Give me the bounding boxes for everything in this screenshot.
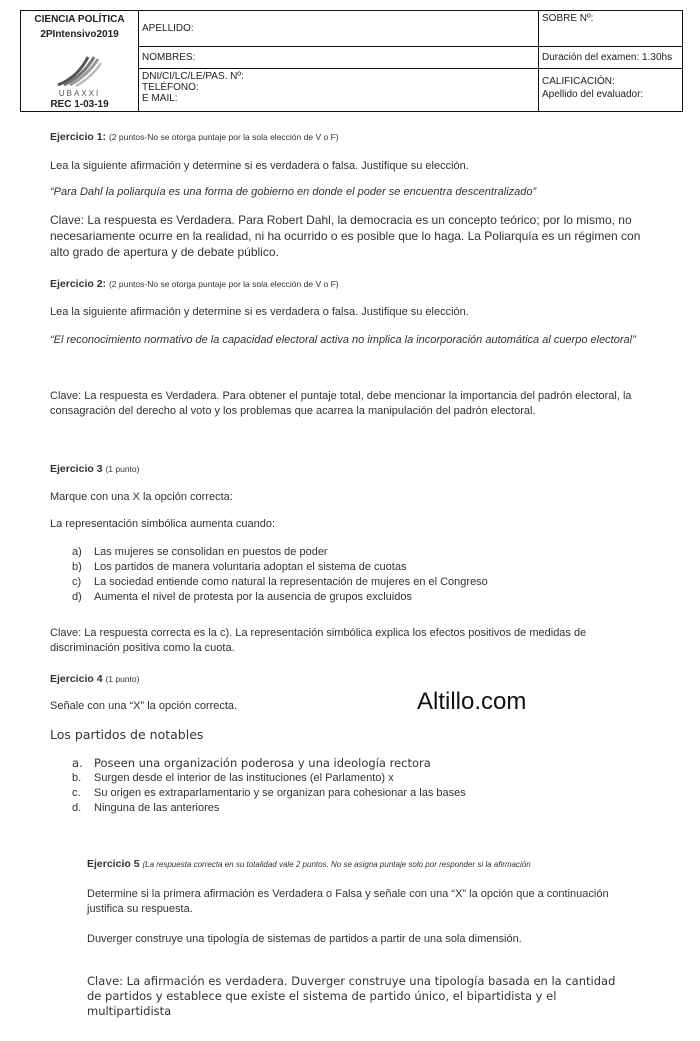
header-student-cell <box>138 11 539 111</box>
option-text: Aumenta el nivel de protesta por la ausencia de grupos excluidos <box>94 591 412 603</box>
option-letter: b) <box>72 561 82 573</box>
ex3-question: La representación simbólica aumenta cuando: <box>50 518 276 530</box>
ex3-title: Ejercicio 3 <box>50 463 103 475</box>
subject-title: CIENCIA POLÍTICA <box>34 14 125 25</box>
ex5-note: (La respuesta correcta en su totalidad vale 2 puntos. No se asigna puntaje solo por responder si la afirmación <box>142 860 531 869</box>
option-text: La sociedad entiende como natural la representación de mujeres en el Congreso <box>94 576 488 588</box>
option-letter: c. <box>72 787 81 799</box>
dni-field: DNI/CI/LC/LE/PAS. Nº: <box>142 71 244 82</box>
ex1-heading <box>50 130 650 145</box>
list-item[interactable] <box>50 771 650 786</box>
ex4-title: Ejercicio 4 <box>50 673 103 685</box>
ex4-note: (1 punto) <box>105 674 140 684</box>
ex1-note: (2 puntos-No se otorga puntaje por la sola elección de V o F) <box>108 132 339 142</box>
option-letter: c) <box>72 576 82 588</box>
sobre-field: SOBRE Nº: <box>538 11 682 47</box>
ex2-quote: “El reconocimiento normativo de la capacidad electoral activa no implica la incorporación automática al cuerpo electoral” <box>50 334 636 346</box>
option-letter: d) <box>72 591 82 603</box>
list-item[interactable] <box>50 786 650 801</box>
evaluador-field: Apellido del evaluador: <box>542 89 644 100</box>
ex5-key: Clave: La afirmación es verdadera. Duverger construye una tipología basada en la cantidad de partidos y establece que existe el sistema de partido único, el bipartidista y el multipartidista <box>87 974 616 1018</box>
ex4-options <box>50 756 650 816</box>
apellido-field: APELLIDO: <box>138 11 538 47</box>
option-text: Poseen una organización poderosa y una ideología rectora <box>94 756 431 770</box>
rec-code: REC 1-03-19 <box>50 99 109 110</box>
ex2-key: Clave: La respuesta es Verdadera. Para obtener el puntaje total, debe mencionar la importancia del padrón electoral, la consagración del derecho al voto y los problemas que acarrea la manipulación del padrón electoral. <box>50 390 632 417</box>
list-item[interactable] <box>50 560 650 575</box>
list-item[interactable] <box>50 801 650 816</box>
option-letter: a. <box>72 756 83 770</box>
ex3-heading <box>50 462 650 477</box>
nombres-field: NOMBRES: <box>138 47 538 69</box>
contact-fields <box>138 69 538 111</box>
option-letter: a) <box>72 546 82 558</box>
option-text: Ninguna de las anteriores <box>94 802 220 814</box>
ex2-heading <box>50 277 650 292</box>
ex1-quote: “Para Dahl la poliarquía es una forma de gobierno en donde el poder se encuentra descentralizado” <box>50 186 537 198</box>
list-item[interactable] <box>50 575 650 590</box>
option-letter: b. <box>72 772 82 784</box>
ex4-instruction: Señale con una “X” la opción correcta. <box>50 700 238 712</box>
ex3-key: Clave: La respuesta correcta es la c). La representación simbólica explica los efectos positivos de medidas de discriminación positiva como la cuota. <box>50 627 587 654</box>
ex2-instruction: Lea la siguiente afirmación y determine si es verdadera o falsa. Justifique su elección. <box>50 306 469 318</box>
ex5-heading <box>87 857 531 872</box>
ex5-statement: Duverger construye una tipología de sistemas de partidos a partir de una sola dimensión. <box>87 933 522 945</box>
ex1-key: Clave: La respuesta es Verdadera. Para Robert Dahl, la democracia es un concepto teórico; por lo mismo, no necesariamente ocurre en la realidad, ni ha ocurrido o es posible que lo haga. La Poliarquía es un régimen con alto grado de apertura y de debate público. <box>50 213 641 259</box>
header-exam-cell <box>538 11 682 111</box>
option-text: Su origen es extraparlamentario y se organizan para cohesionar a las bases <box>94 787 466 799</box>
ex2-title: Ejercicio 2: <box>50 278 107 290</box>
ex3-note: (1 punto) <box>105 464 140 474</box>
university-logo-icon <box>54 55 102 87</box>
ex5-title: Ejercicio 5 <box>87 858 140 870</box>
ex1-instruction: Lea la siguiente afirmación y determine si es verdadera o falsa. Justifique su elección. <box>50 160 469 172</box>
university-name: UBAXXI <box>58 89 101 98</box>
ex4-question: Los partidos de notables <box>50 727 204 742</box>
course-code: 2PIntensivo2019 <box>40 29 119 40</box>
exam-header <box>20 10 683 112</box>
ex3-options <box>50 545 650 605</box>
list-item[interactable] <box>50 545 650 560</box>
option-text: Surgen desde el interior de las instituciones (el Parlamento) x <box>94 772 394 784</box>
ex3-instruction: Marque con una X la opción correcta: <box>50 491 233 503</box>
calificacion-fields <box>538 69 682 111</box>
list-item[interactable] <box>50 756 650 771</box>
telefono-field: TELÉFONO: <box>142 82 199 93</box>
option-text: Las mujeres se consolidan en puestos de poder <box>94 546 328 558</box>
option-letter: d. <box>72 802 82 814</box>
option-text: Los partidos de manera voluntaria adoptan el sistema de cuotas <box>94 561 407 573</box>
calificacion-field: CALIFICACIÓN: <box>542 76 615 87</box>
ex4-heading <box>50 672 650 687</box>
watermark-text: Altillo.com <box>417 688 527 715</box>
ex1-title: Ejercicio 1: <box>50 131 107 143</box>
list-item[interactable] <box>50 590 650 605</box>
duracion-field: Duración del examen: 1.30hs <box>538 47 682 69</box>
header-logo-cell <box>21 11 139 111</box>
email-field: E MAIL: <box>142 93 178 104</box>
ex5-instruction: Determine si la primera afirmación es Verdadera o Falsa y señale con una “X” la opción que a continuación justifica su respuesta. <box>87 888 609 915</box>
ex2-note: (2 puntos-No se otorga puntaje por la sola elección de V o F) <box>108 279 339 289</box>
